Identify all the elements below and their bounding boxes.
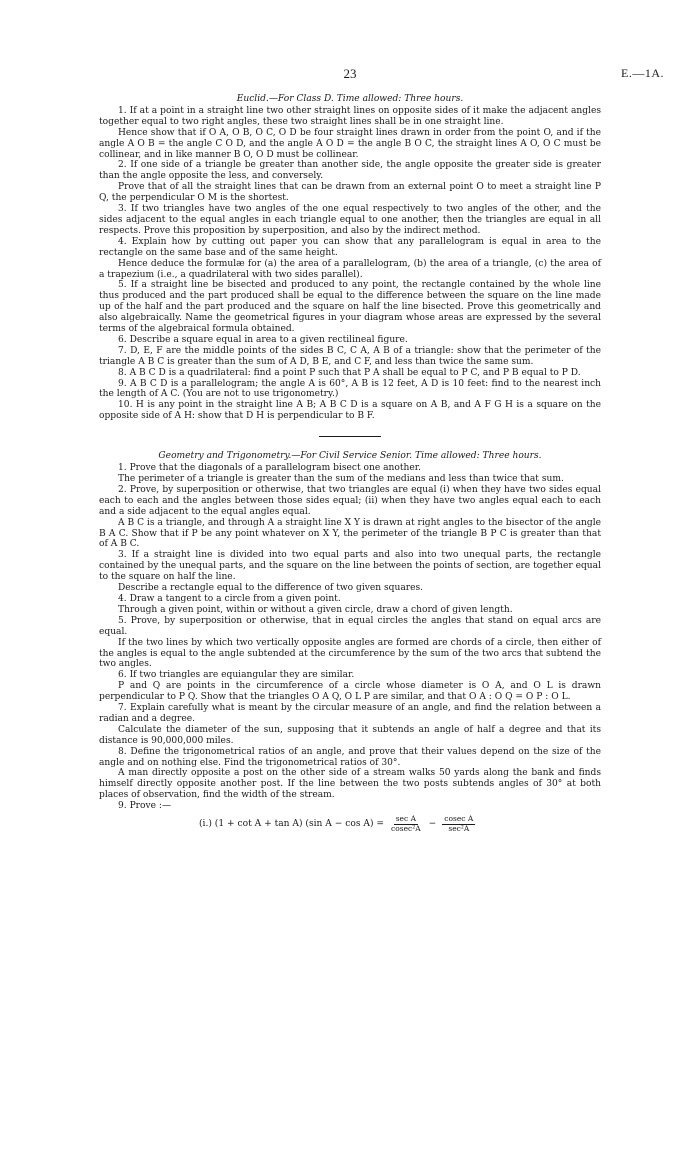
euclid-paragraph: 4. Explain how by cutting out paper you can show that any parallelogram is equal in area to the rectangle on the same base and of the same height. [99,236,601,258]
geometry-paragraph: 7. Explain carefully what is meant by the circular measure of an angle, and find the relation between a radian and a degree. [99,703,601,724]
geometry-paragraph: 9. Prove :— [118,801,172,812]
geometry-paragraph: 2. Prove, by superposition or otherwise, that two triangles are equal (i) when they have two sides equal each to each and the angles between those sides equal; (ii) when they have two angles equal each to each and a side adjacent to the equal angles equal. [99,484,601,517]
page-number: 23 [343,66,357,81]
euclid-paragraph: 9. A B C D is a parallelogram; the angle A is 60°, A B is 12 feet, A D is 10 feet: find to the nearest inch the length of A C. (You are not to use trigonometry.) [99,378,601,400]
formula-lhs: (i.) (1 + cot A + tan A) (sin A − cos A) = [199,818,385,829]
geometry-paragraph: 3. If a straight line is divided into two equal parts and also into two unequal parts, the rectangle contained by the unequal parts, and the square on the line between the points of section, are together equal to the square on half the line. [99,550,601,583]
fraction-2-numerator: cosec A [444,814,474,824]
euclid-heading: Euclid.—For Class D. Time allowed: Three hours. [236,94,464,104]
euclid-paragraph: 5. If a straight line be bisected and produced to any point, the rectangle contained by the whole line thus produced and the part produced shall be equal to the difference between the square on the line made up of the half and the part produced and the square on half the line bisected. Prove this geometrically and also algebraically. Name the geometrical figures in your diagram whose areas are expressed by the several terms of the algebraical formula obtained. [99,280,601,335]
fraction-1-denominator: cosec²A [391,823,421,833]
geometry-paragraph: The perimeter of a triangle is greater than the sum of the medians and less than twice that sum. [118,474,564,484]
geometry-paragraph: 8. Define the trigonometrical ratios of an angle, and prove that their values depend on the size of the angle and on nothing else. Find the trigonometrical ratios of 30°. [99,746,601,768]
euclid-paragraph: 1. If at a point in a straight line two other straight lines on opposite sides of it make the adjacent angles together equal to two right angles, these two straight lines shall be in one straight line. [99,105,601,127]
euclid-paragraph: Hence show that if O A, O B, O C, O D be four straight lines drawn in order from the point O, and if the angle A O B = the angle C O D, and the angle A O D = the angle B O C, the straight lines A O, O C must be collinear, and in like manner B O, O D must be collinear. [99,127,601,160]
geometry-questions [99,463,601,812]
page-reference: E.—1A. [621,66,664,80]
geometry-paragraph: If the two lines by which two vertically opposite angles are formed are chords of a circle, then either of the angles is equal to the angle subtended at the circumference by the sum of the two arcs that subtend the two angles. [99,637,601,670]
page-content [99,94,601,833]
geometry-paragraph: A man directly opposite a post on the other side of a stream walks 50 yards along the bank and finds himself directly opposite another post. If the line between the two posts subtends angles of 30° at both places of observation, find the width of the stream. [99,768,601,801]
geometry-paragraph: 4. Draw a tangent to a circle from a given point. [118,593,341,604]
euclid-paragraph: 3. If two triangles have two angles of the one equal respectively to two angles of the other, and the sides adjacent to the equal angles in each triangle equal to one another, then the triangles are equal in all respects. Prove this proposition by superposition, and also by the indirect method. [99,204,601,236]
geometry-paragraph: Describe a rectangle equal to the difference of two given squares. [118,583,424,594]
euclid-paragraph: Prove that of all the straight lines that can be drawn from an external point O to meet a straight line P Q, the perpendicular O M is the shortest. [99,182,601,204]
fraction-1 [389,815,423,833]
euclid-paragraph: Hence deduce the formulæ for (a) the area of a parallelogram, (b) the area of a triangle, (c) the area of a trapezium (i.e., a quadrilateral with two sides parallel). [99,258,601,280]
geometry-paragraph: 6. If two triangles are equiangular they are similar. [118,670,355,681]
geometry-paragraph: Through a given point, within or without a given circle, draw a chord of given length. [118,604,513,615]
fraction-1-numerator: sec A [395,814,416,824]
formula-rhs [389,815,475,833]
geometry-paragraph: A B C is a triangle, and through A a straight line X Y is drawn at right angles to the bisector of the angle B A C. Show that if P be any point whatever on X Y, the perimeter of the triangle B P C is greater than that of A B C. [99,517,601,550]
geometry-paragraph: 1. Prove that the diagonals of a parallelogram bisect one another. [118,463,422,474]
section-divider [319,436,381,437]
geometry-heading: Geometry and Trigonometry.—For Civil Service Senior. Time allowed: Three hours. [158,451,542,462]
euclid-questions [99,106,601,422]
euclid-paragraph: 6. Describe a square equal in area to a given rectilineal figure. [118,334,408,345]
formula-minus: − [428,818,437,829]
euclid-paragraph: 7. D, E, F are the middle points of the sides B C, C A, A B of a triangle: show that the perimeter of the triangle A B C is greater than the sum of A D, B E, and C F, and less than twice the same sum. [99,345,601,367]
euclid-paragraph: 2. If one side of a triangle be greater than another side, the angle opposite the greater side is greater than the angle opposite the less, and conversely. [99,160,601,182]
geometry-paragraph: Calculate the diameter of the sun, supposing that it subtends an angle of half a degree and that its distance is 90,000,000 miles. [99,724,601,746]
geometry-paragraph: P and Q are points in the circumference of a circle whose diameter is O A, and O L is drawn perpendicular to P Q. Show that the triangles O A Q, O L P are similar, and that O A : O Q = O P : O L. [99,681,601,703]
euclid-paragraph: 8. A B C D is a quadrilateral: find a point P such that P A shall be equal to P C, and P B equal to P D. [118,367,581,378]
euclid-paragraph: 10. H is any point in the straight line A B; A B C D is a square on A B, and A F G H is a square on the opposite side of A H: show that D H is perpendicular to B F. [99,400,601,422]
geometry-paragraph: 5. Prove, by superposition or otherwise, that in equal circles the angles that stand on equal arcs are equal. [99,615,601,637]
formula [99,815,601,833]
fraction-2-denominator: sec²A [448,823,470,833]
fraction-2 [442,815,475,833]
